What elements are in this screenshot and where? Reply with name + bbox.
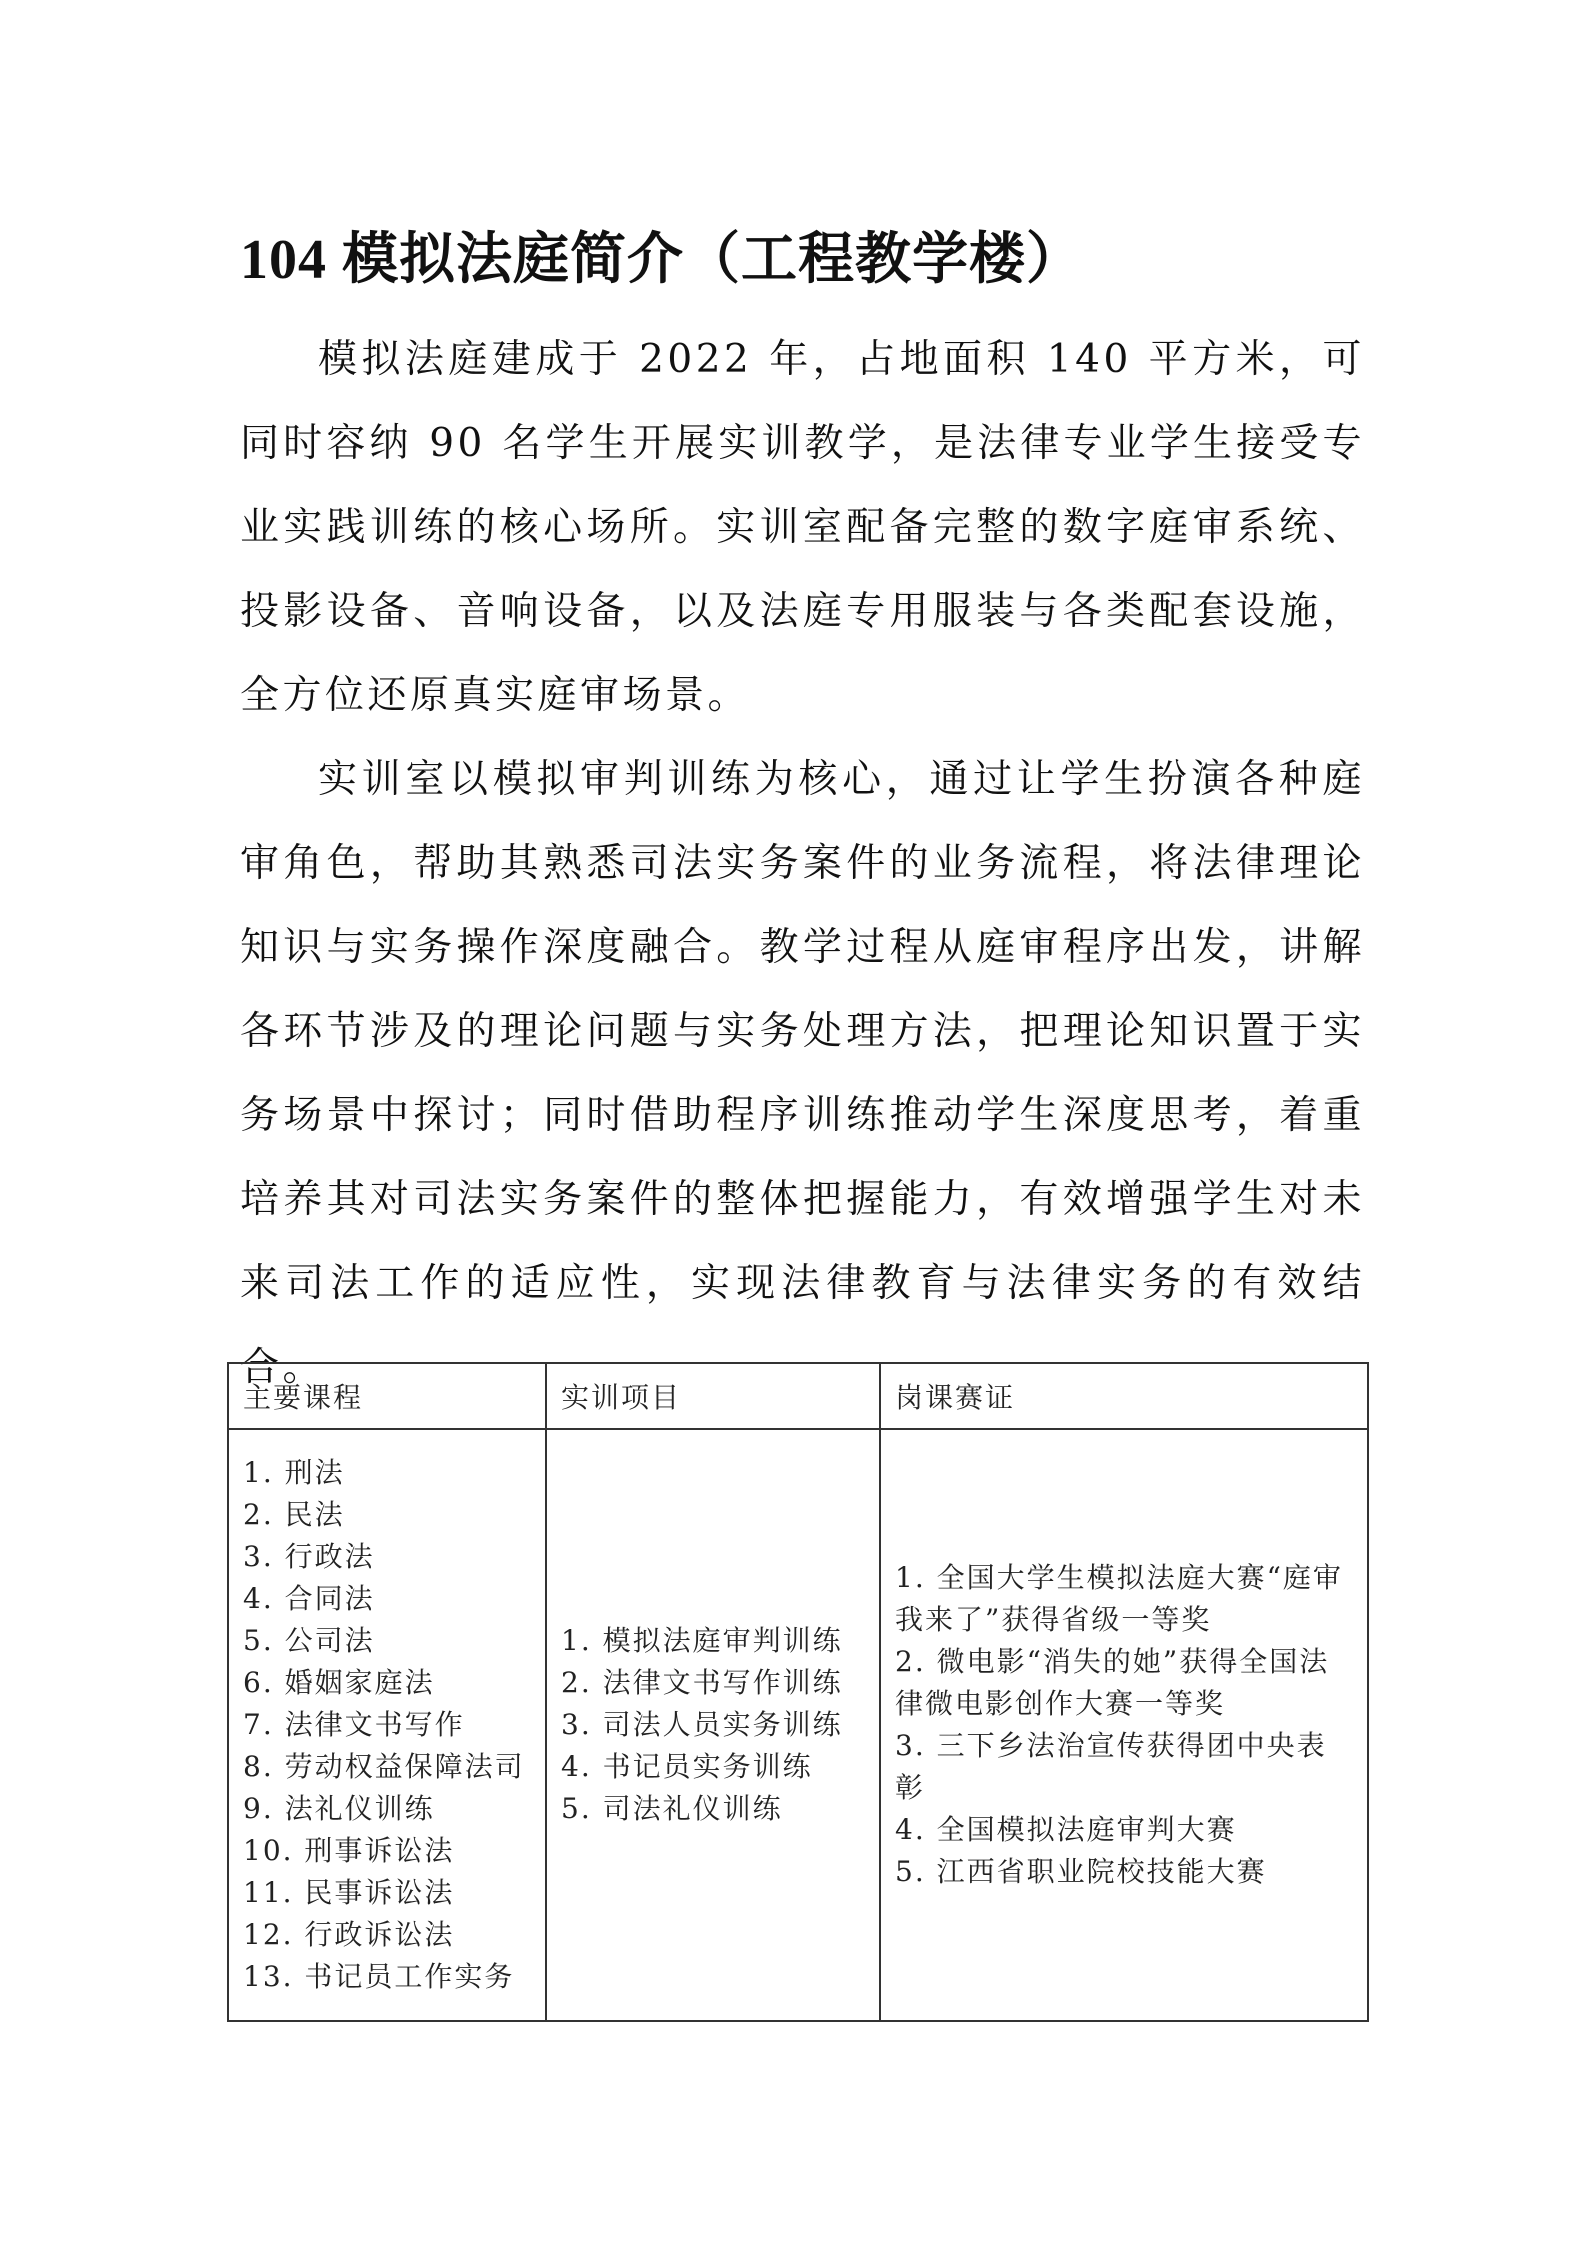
body-text bbox=[240, 318, 1365, 1410]
list-item: 7. 法律文书写作 bbox=[243, 1708, 465, 1741]
list-item: 11. 民事诉讼法 bbox=[243, 1876, 455, 1909]
list-item: 13. 书记员工作实务 bbox=[243, 1960, 515, 1993]
cell-awards bbox=[880, 1429, 1368, 2021]
info-table bbox=[227, 1362, 1369, 2022]
awards-list bbox=[895, 1557, 1353, 1893]
list-item: 9. 法礼仪训练 bbox=[243, 1792, 435, 1825]
list-item: 1. 全国大学生模拟法庭大赛“庭审我来了”获得省级一等奖 bbox=[895, 1561, 1343, 1636]
cell-courses bbox=[228, 1429, 546, 2021]
list-item: 2. 微电影“消失的她”获得全国法律微电影创作大赛一等奖 bbox=[895, 1645, 1330, 1720]
list-item: 12. 行政诉讼法 bbox=[243, 1918, 455, 1951]
table-header-row bbox=[228, 1363, 1368, 1429]
list-item: 2. 民法 bbox=[243, 1498, 345, 1531]
header-awards: 岗课赛证 bbox=[880, 1363, 1368, 1429]
list-item: 2. 法律文书写作训练 bbox=[561, 1666, 843, 1699]
list-item: 5. 江西省职业院校技能大赛 bbox=[895, 1855, 1267, 1888]
list-item: 4. 合同法 bbox=[243, 1582, 375, 1615]
list-item: 8. 劳动权益保障法司 bbox=[243, 1750, 525, 1783]
list-item: 4. 全国模拟法庭审判大赛 bbox=[895, 1813, 1237, 1846]
courses-list bbox=[243, 1452, 531, 1998]
paragraph-intro: 模拟法庭建成于 2022 年，占地面积 140 平方米，可同时容纳 90 名学生开展实训教学，是法律专业学生接受专业实践训练的核心场所。实训室配备完整的数字庭审系统、投影设备、音响设备，以及法庭专用服装与各类配套设施，全方位还原真实庭审场景。 bbox=[240, 337, 1365, 718]
list-item: 6. 婚姻家庭法 bbox=[243, 1666, 435, 1699]
list-item: 1. 刑法 bbox=[243, 1456, 345, 1489]
table-row bbox=[228, 1429, 1368, 2021]
list-item: 10. 刑事诉讼法 bbox=[243, 1834, 455, 1867]
paragraph-training: 实训室以模拟审判训练为核心，通过让学生扮演各种庭审角色，帮助其熟悉司法实务案件的业务流程，将法律理论知识与实务操作深度融合。教学过程从庭审程序出发，讲解各环节涉及的理论问题与实务处理方法，把理论知识置于实务场景中探讨；同时借助程序训练推动学生深度思考，着重培养其对司法实务案件的整体把握能力，有效增强学生对未来司法工作的适应性，实现法律教育与法律实务的有效结合。 bbox=[240, 757, 1365, 1390]
header-training-items: 实训项目 bbox=[546, 1363, 880, 1429]
list-item: 3. 三下乡法治宣传获得团中央表彰 bbox=[895, 1729, 1327, 1804]
list-item: 5. 公司法 bbox=[243, 1624, 375, 1657]
list-item: 3. 司法人员实务训练 bbox=[561, 1708, 843, 1741]
list-item: 3. 行政法 bbox=[243, 1540, 375, 1573]
cell-training bbox=[546, 1429, 880, 2021]
header-main-courses: 主要课程 bbox=[228, 1363, 546, 1429]
page-title: 104 模拟法庭简介（工程教学楼） bbox=[240, 229, 1083, 291]
list-item: 1. 模拟法庭审判训练 bbox=[561, 1624, 843, 1657]
training-list bbox=[561, 1620, 865, 1830]
list-item: 4. 书记员实务训练 bbox=[561, 1750, 813, 1783]
list-item: 5. 司法礼仪训练 bbox=[561, 1792, 783, 1825]
